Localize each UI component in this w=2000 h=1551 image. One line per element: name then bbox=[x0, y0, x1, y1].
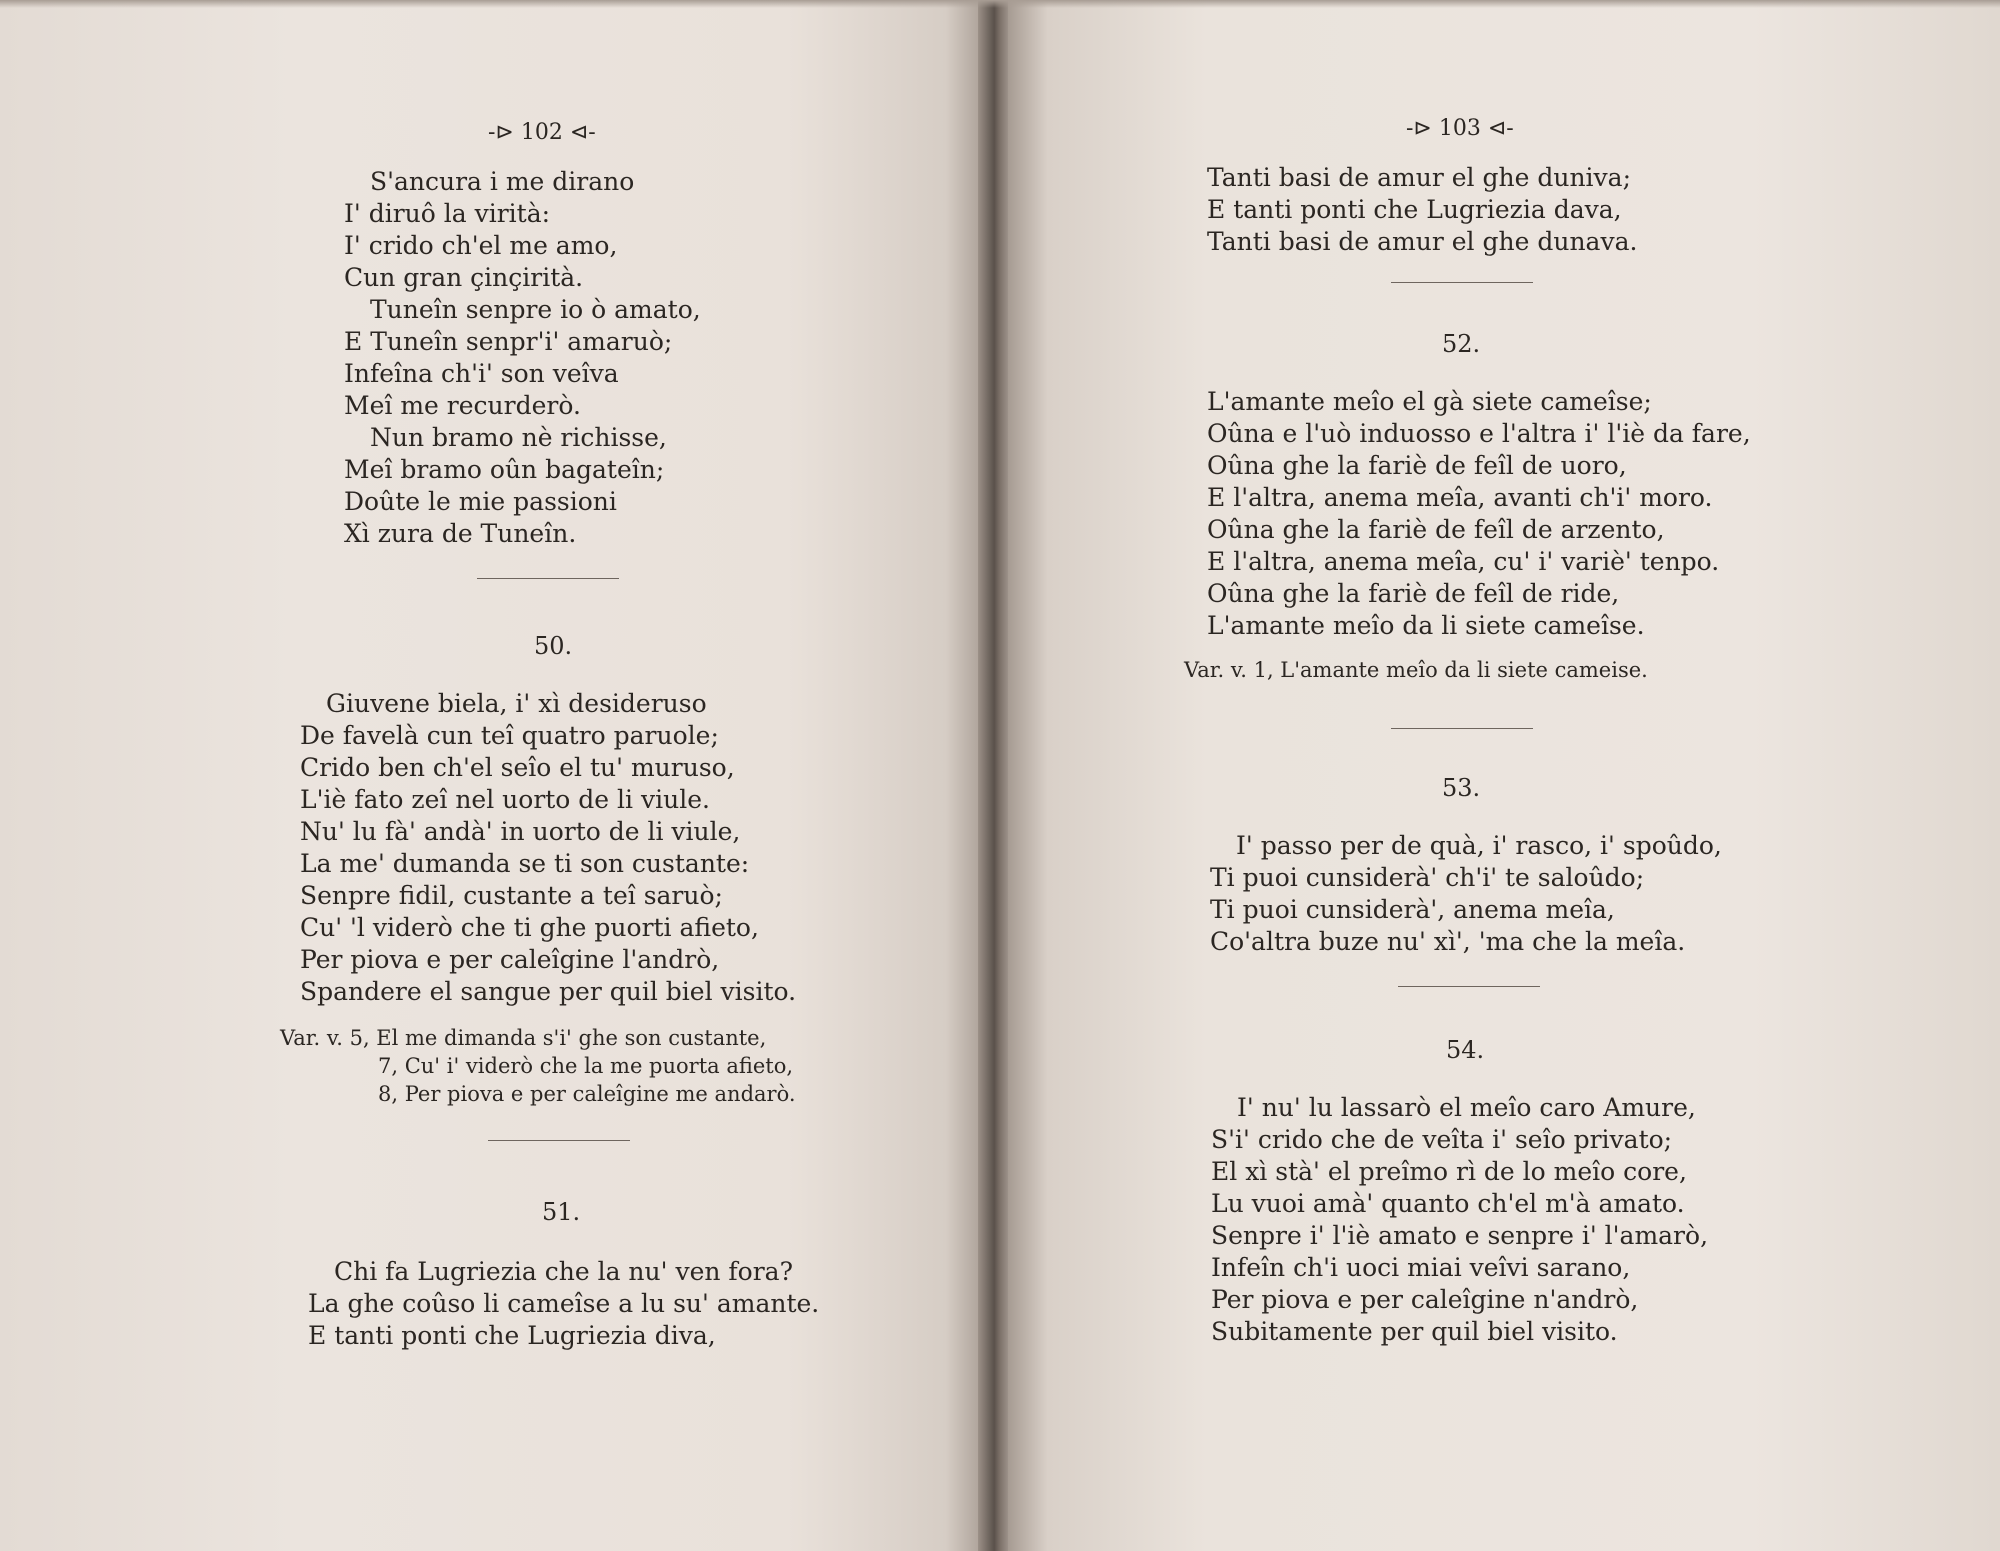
verse-line: E tanti ponti che Lugriezia diva, bbox=[308, 1321, 716, 1350]
verse-line: Ti puoi cunsiderà' ch'i' te saloûdo; bbox=[1210, 863, 1645, 892]
verse-line: L'amante meîo el gà siete cameîse; bbox=[1207, 387, 1652, 416]
verse-line: Nu' lu fà' andà' in uorto de li viule, bbox=[300, 817, 741, 846]
verse-line: Per piova e per caleîgine n'andrò, bbox=[1211, 1285, 1639, 1314]
ornament-right: ⊲- bbox=[562, 120, 596, 145]
right-page bbox=[1008, 0, 2000, 1551]
verse-line: Lu vuoi amà' quanto ch'el m'à amato. bbox=[1211, 1189, 1685, 1218]
ornament-right: ⊲- bbox=[1480, 116, 1514, 141]
verse-line: Tanti basi de amur el ghe duniva; bbox=[1207, 163, 1631, 192]
poem-53-verse bbox=[1210, 830, 1722, 958]
verse-line: Tanti basi de amur el ghe dunava. bbox=[1207, 227, 1638, 256]
verse-line: Senpre i' l'iè amato e senpre i' l'amarò, bbox=[1211, 1221, 1709, 1250]
verse-line: E Tuneîn senpr'i' amaruò; bbox=[344, 327, 673, 356]
ornament-left: -⊳ bbox=[488, 120, 521, 145]
verse-line: Giuvene biela, i' xì desideruso bbox=[326, 689, 707, 718]
verse-line: L'amante meîo da li siete cameîse. bbox=[1207, 611, 1645, 640]
poem-52-variants bbox=[1184, 656, 1648, 684]
variant-line: 8, Per piova e per caleîgine me andarò. bbox=[378, 1082, 796, 1106]
verse-line: E l'altra, anema meîa, avanti ch'i' moro. bbox=[1207, 483, 1713, 512]
verse-line: De favelà cun teî quatro paruole; bbox=[300, 721, 719, 750]
left-page bbox=[0, 0, 985, 1551]
section-divider bbox=[1398, 986, 1540, 987]
verse-line: Oûna ghe la fariè de feîl de uoro, bbox=[1207, 451, 1627, 480]
verse-line: Spandere el sangue per quil biel visito. bbox=[300, 977, 797, 1006]
verse-line: Cun gran çinçirità. bbox=[344, 263, 584, 292]
variant-line: 7, Cu' i' viderò che la me puorta afieto, bbox=[378, 1054, 794, 1078]
variant-line: 1, L'amante meîo da li siete cameise. bbox=[1253, 658, 1648, 682]
top-edge-shadow bbox=[0, 0, 2000, 8]
verse-line: I' passo per de quà, i' rasco, i' spoûdo, bbox=[1236, 831, 1722, 860]
verse-line: Doûte le mie passioni bbox=[344, 487, 617, 516]
verse-line: Co'altra buze nu' xì', 'ma che la meîa. bbox=[1210, 927, 1686, 956]
verse-line: Subitamente per quil biel visito. bbox=[1211, 1317, 1618, 1346]
verse-line: Chi fa Lugriezia che la nu' ven fora? bbox=[334, 1257, 793, 1286]
verse-line: Meî bramo oûn bagateîn; bbox=[344, 455, 665, 484]
page-number-103: 103 bbox=[1438, 116, 1481, 141]
poem-number-53: 53. bbox=[1442, 774, 1481, 802]
verse-line: Ti puoi cunsiderà', anema meîa, bbox=[1210, 895, 1615, 924]
verse-line: El xì stà' el preîmo rì de lo meîo core, bbox=[1211, 1157, 1687, 1186]
poem-number-54: 54. bbox=[1446, 1036, 1485, 1064]
verse-line: Crido ben ch'el seîo el tu' muruso, bbox=[300, 753, 735, 782]
poem-number-52: 52. bbox=[1442, 330, 1481, 358]
section-divider bbox=[477, 578, 619, 579]
verse-line: I' crido ch'el me amo, bbox=[344, 231, 618, 260]
variants-label: Var. v. bbox=[1184, 658, 1247, 682]
poem-54-verse bbox=[1211, 1092, 1708, 1348]
poem-number-50: 50. bbox=[534, 632, 573, 660]
verse-line: I' diruô la virità: bbox=[344, 199, 551, 228]
right-page-number bbox=[1406, 116, 1514, 141]
verse-line: Oûna e l'uò induosso e l'altra i' l'iè da fare, bbox=[1207, 419, 1751, 448]
verse-line: Infeîna ch'i' son veîva bbox=[344, 359, 619, 388]
poem-51-verse bbox=[308, 1256, 819, 1352]
verse-line: L'iè fato zeî nel uorto de li viule. bbox=[300, 785, 710, 814]
verse-line: I' nu' lu lassarò el meîo caro Amure, bbox=[1237, 1093, 1696, 1122]
section-divider bbox=[488, 1140, 630, 1141]
ornament-left: -⊳ bbox=[1406, 116, 1439, 141]
verse-line: Meî me recurderò. bbox=[344, 391, 581, 420]
verse-line: La ghe coûso li cameîse a lu su' amante. bbox=[308, 1289, 820, 1318]
continued-verse-right bbox=[1207, 162, 1637, 258]
variants-label: Var. v. bbox=[280, 1026, 343, 1050]
poem-number-51: 51. bbox=[542, 1198, 581, 1226]
section-divider bbox=[1391, 728, 1533, 729]
verse-line: Oûna ghe la fariè de feîl de arzento, bbox=[1207, 515, 1665, 544]
verse-line: E tanti ponti che Lugriezia dava, bbox=[1207, 195, 1622, 224]
verse-line: Per piova e per caleîgine l'andrò, bbox=[300, 945, 720, 974]
verse-line: S'i' crido che de veîta i' seîo privato; bbox=[1211, 1125, 1673, 1154]
verse-line: Tuneîn senpre io ò amato, bbox=[370, 295, 701, 324]
verse-line: E l'altra, anema meîa, cu' i' variè' tenpo. bbox=[1207, 547, 1720, 576]
poem-50-verse bbox=[300, 688, 796, 1008]
variant-line: 5, El me dimanda s'i' ghe son custante, bbox=[349, 1026, 767, 1050]
verse-line: Xì zura de Tuneîn. bbox=[344, 519, 577, 548]
left-page-number bbox=[488, 120, 596, 145]
verse-line: S'ancura i me dirano bbox=[370, 167, 635, 196]
poem-52-verse bbox=[1207, 386, 1751, 642]
verse-line: Oûna ghe la fariè de feîl de ride, bbox=[1207, 579, 1620, 608]
section-divider bbox=[1391, 282, 1533, 283]
continued-verse-left bbox=[344, 166, 701, 550]
verse-line: Cu' 'l viderò che ti ghe puorti afieto, bbox=[300, 913, 759, 942]
page-number-102: 102 bbox=[520, 120, 563, 145]
poem-50-variants bbox=[280, 1024, 796, 1108]
verse-line: Nun bramo nè richisse, bbox=[370, 423, 667, 452]
verse-line: Senpre fidil, custante a teî saruò; bbox=[300, 881, 723, 910]
verse-line: La me' dumanda se ti son custante: bbox=[300, 849, 750, 878]
verse-line: Infeîn ch'i uoci miai veîvi sarano, bbox=[1211, 1253, 1631, 1282]
